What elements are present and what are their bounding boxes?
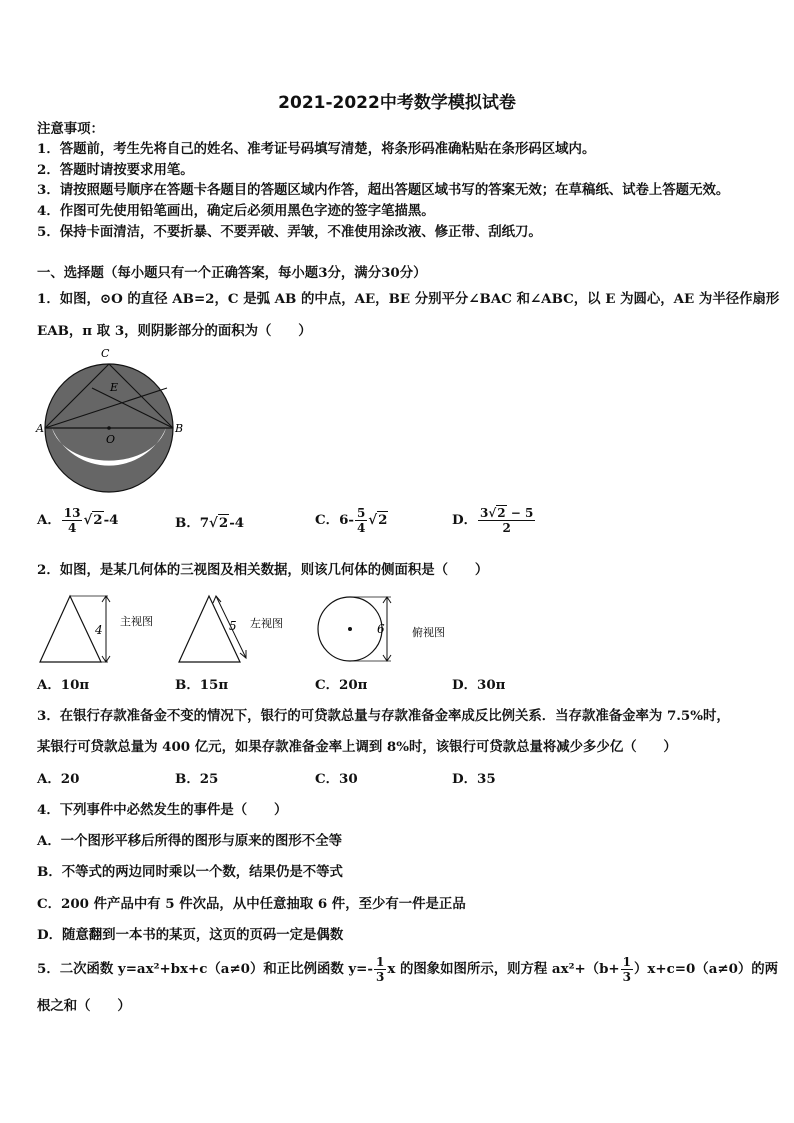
notice-item-2: 2．答题时请按要求用笔。 <box>37 162 194 178</box>
label-o: O <box>106 433 116 446</box>
notice-item-5: 5．保持卡面清洁，不要折暴、不要弄破、弄皱，不准使用涂改液、修正带、刮纸刀。 <box>37 224 542 240</box>
front-view-height: 4 <box>95 623 103 637</box>
q4-option-a: A．一个图形平移后所得的图形与原来的图形不全等 <box>37 833 342 849</box>
q1-option-c: C．6- $\frac{5}{4}$ √2 <box>315 506 388 535</box>
notice-heading: 注意事项： <box>37 121 104 137</box>
q4-option-b: B．不等式的两边同时乘以一个数，结果仍是不等式 <box>37 864 343 880</box>
label-c: C <box>101 347 110 360</box>
q1-stem-line1: 1．如图，⊙O 的直径 AB=2，C 是弧 AB 的中点，AE，BE 分别平分∠BAC 和∠ABC，以 E 为圆心，AE 为半径作扇形 <box>37 291 780 307</box>
top-view-label: 俯视图 <box>412 626 445 639</box>
q1-option-d: D． $\frac{3√2 - 5}{2}$ <box>452 506 534 535</box>
front-view-label: 主视图 <box>120 615 153 628</box>
label-e: E <box>110 381 119 394</box>
label-b: B <box>175 422 184 435</box>
q2-option-a: A．10π <box>37 677 90 693</box>
q5-stem-line2: 根之和（ ） <box>37 998 131 1014</box>
q2-option-d: D．30π <box>452 677 506 693</box>
q1-circle-figure <box>34 345 184 490</box>
q3-stem-line2: 某银行可贷款总量为 400 亿元，如果存款准备金率上调到 8%时，该银行可贷款总量将减少多少亿（ ） <box>37 739 677 755</box>
page-title: 2021-2022中考数学模拟试卷 <box>278 93 516 113</box>
q3-option-b: B．25 <box>175 771 219 787</box>
front-view-figure <box>38 593 168 668</box>
q2-option-c: C．20π <box>315 677 368 693</box>
q3-option-c: C．30 <box>315 771 358 787</box>
q1-stem-line2: EAB，π 取 3，则阴影部分的面积为（ ） <box>37 323 312 339</box>
side-view-label: 左视图 <box>250 617 283 630</box>
q2-stem: 2．如图，是某几何体的三视图及相关数据，则该几何体的侧面积是（ ） <box>37 562 489 578</box>
q5-stem-line1: 5．二次函数 y=ax²+bx+c（a≠0）和正比例函数 y=- $\frac{1}{3}$ x 的图象如图所示，则方程 ax²+（b+ $\frac{1}{3}$ ）x+c=0（a≠0）的两 <box>37 955 779 984</box>
side-view-figure <box>177 593 307 668</box>
side-view-slant: 5 <box>229 619 237 633</box>
notice-item-1: 1．答题前，考生先将自己的姓名、准考证号码填写清楚，将条形码准确粘贴在条形码区域内。 <box>37 141 596 157</box>
label-a: A <box>36 422 44 435</box>
q4-option-d: D．随意翻到一本书的某页，这页的页码一定是偶数 <box>37 927 344 943</box>
q4-stem: 4．下列事件中必然发生的事件是（ ） <box>37 802 288 818</box>
q2-option-b: B．15π <box>175 677 229 693</box>
top-view-figure <box>315 593 455 668</box>
q1-option-a: A． $\frac{13}{4}$ √2-4 <box>37 506 119 535</box>
q4-option-c: C．200 件产品中有 5 件次品，从中任意抽取 6 件，至少有一件是正品 <box>37 896 466 912</box>
q3-option-d: D．35 <box>452 771 496 787</box>
q3-option-a: A．20 <box>37 771 80 787</box>
q1-option-b: B．7√2-4 <box>175 515 245 531</box>
section-heading: 一、选择题（每小题只有一个正确答案，每小题3分，满分30分） <box>37 265 427 281</box>
notice-item-4: 4．作图可先使用铅笔画出，确定后必须用黑色字迹的签字笔描黑。 <box>37 203 435 219</box>
q3-stem-line1: 3．在银行存款准备金不变的情况下，银行的可贷款总量与存款准备金率成反比例关系．当存款准备金率为 7.5%时， <box>37 708 730 724</box>
notice-item-3: 3．请按照题号顺序在答题卡各题目的答题区域内作答，超出答题区域书写的答案无效；在草稿纸、试卷上答题无效。 <box>37 182 730 198</box>
top-view-diameter: 6 <box>377 622 385 636</box>
